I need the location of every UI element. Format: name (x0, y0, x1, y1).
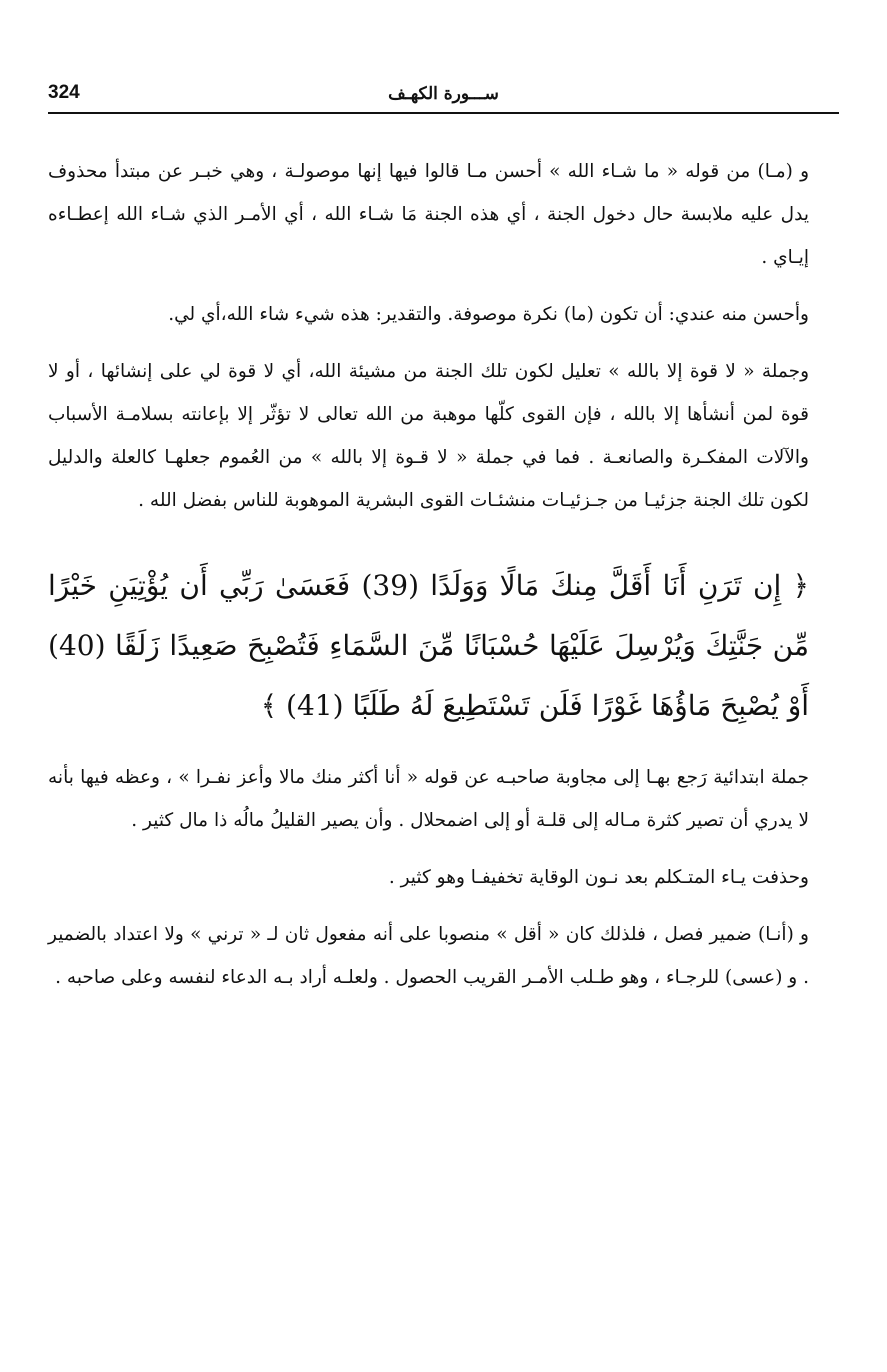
paragraph-ana-pronoun: و (أنـا) ضمير فصل ، فلذلك كان « أقل » منصوبا على أنه مفعول ثان لـ « ترني » ولا اعتداد بالضمير . و (عسى) للرجـاء ، وهو طـلب الأمـر القريب الحصول . ولعلـه أراد بـه الدعاء لنفسه وعلى صاحبه . (48, 924, 809, 988)
quran-verse: ﴿ إِن تَرَنِ أَنَا أَقَلَّ مِنكَ مَالًا وَوَلَدًا (39) فَعَسَىٰ رَبِّي أَن يُؤْتِيَنِ خَيْرًا مِّن جَنَّتِكَ وَيُرْسِلَ عَلَيْهَا حُسْبَانًا مِّنَ السَّمَاءِ فَتُصْبِحَ صَعِيدًا زَلَقًا (40) أَوْ يُصْبِحَ مَاؤُهَا غَوْرًا فَلَن تَسْتَطِيعَ لَهُ طَلَبًا (41) ﴾ (48, 569, 809, 722)
paragraph-la-quwwata: وجملة « لا قوة إلا بالله » تعليل لكون تلك الجنة من مشيئة الله، أي لا قوة لي على إنشائها ، أو لا قوة لمن أنشأها إلا بالله ، فإن القوى كلّها موهبة من الله تعالى لا تؤثّر إلا بإعانته بسلامـة الأسباب والآلات المفكـرة والصانعـة . فما في جملة « لا قـوة إلا بالله » من العُموم جعلهـا كالعلة والدليل لكون تلك الجنة جزئيـا من جـزئيـات منشئـات القوى البشرية الموهوبة للناس بفضل الله . (48, 361, 809, 511)
page-body (48, 150, 839, 999)
page-number: 324 (48, 82, 80, 103)
paragraph-verse-commentary: جملة ابتدائية رَجع بهـا إلى مجاوبة صاحبـه عن قوله « أنا أكثر منك مالا وأعز نفـرا » ، وعظه فيها بأنه لا يدري أن تصير كثرة مـاله إلى قلـة أو إلى اضمحلال . وأن يصير القليلُ مالُه ذا مال كثير . (48, 767, 809, 831)
page-header (48, 78, 839, 114)
paragraph-ma-meaning: و (مـا) من قوله « ما شـاء الله » أحسن مـا قالوا فيها إنها موصولـة ، وهي خبـر عن مبتدأ محذوف يدل عليه ملابسة حال دخول الجنة ، أي هذه الجنة مَا شـاء الله ، أي الأمـر الذي شـاء الله إعطـاءه إيـاي . (48, 161, 809, 268)
surah-title: ســـورة الكهـف (388, 84, 499, 104)
paragraph-ya-omission: وحذفت يـاء المتـكلم بعد نـون الوقاية تخفيفـا وهو كثير . (388, 867, 809, 888)
paragraph-preferred-view: وأحسن منه عندي: أن تكون (ما) نكرة موصوفة. والتقدير: هذه شيء شاء الله،أي لي. (168, 304, 809, 325)
